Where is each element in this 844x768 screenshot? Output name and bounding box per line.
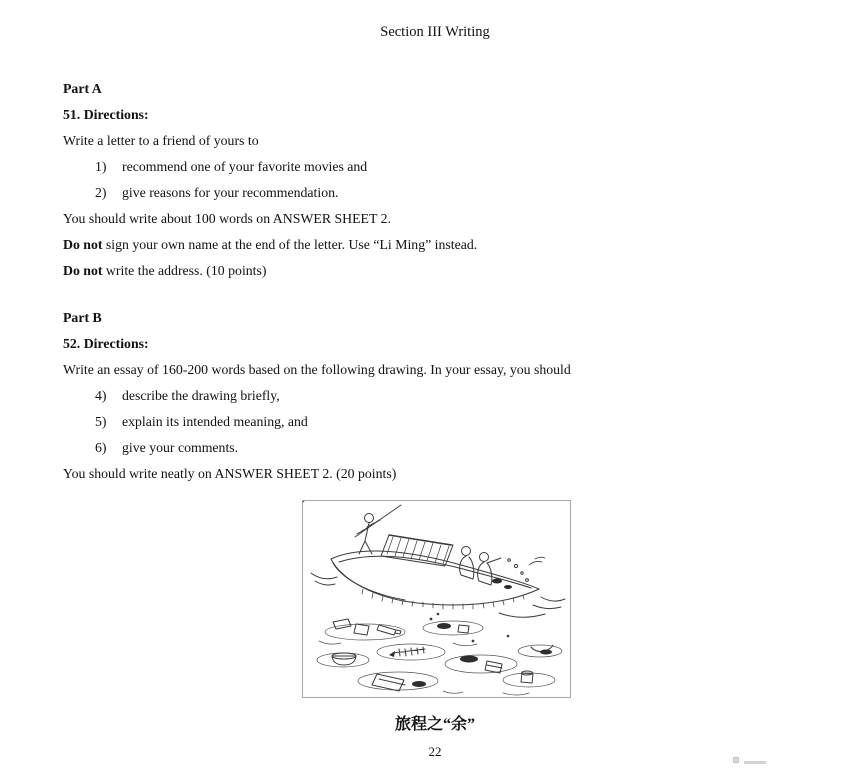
part-a-note-answer-sheet: You should write about 100 words on ANSWER SHEET 2. [63, 211, 391, 226]
list-number: 6) [95, 440, 107, 455]
list-text: give your comments. [122, 440, 239, 455]
page-number: 22 [428, 744, 442, 759]
list-number: 1) [95, 159, 107, 174]
part-a-list-item-2 [63, 180, 784, 206]
part-b-list-item-5 [63, 409, 784, 435]
essay-drawing-frame [302, 500, 571, 698]
list-text: explain its intended meaning, and [122, 414, 308, 429]
note-text: write the address. (10 points) [102, 263, 267, 278]
note-text: sign your own name at the end of the letter. Use “Li Ming” instead. [102, 237, 478, 252]
part-b-list-item-4 [63, 383, 784, 409]
corner-widget-bar [744, 761, 766, 764]
part-a-directions-label: 51. Directions: [63, 107, 149, 122]
part-b-intro: Write an essay of 160-200 words based on the following drawing. In your essay, you should [63, 362, 571, 377]
document-body [63, 76, 784, 487]
do-not-emphasis: Do not [63, 263, 103, 278]
part-b-note-answer-sheet: You should write neatly on ANSWER SHEET 2. (20 points) [63, 466, 397, 481]
list-text: give reasons for your recommendation. [122, 185, 339, 200]
do-not-emphasis: Do not [63, 237, 103, 252]
part-a-note-address [63, 258, 784, 284]
part-b-directions-label: 52. Directions: [63, 336, 149, 351]
part-a-list-item-1 [63, 154, 784, 180]
section-title: Section III Writing [380, 24, 490, 40]
part-a-heading: Part A [63, 81, 102, 96]
list-number: 5) [95, 414, 107, 429]
part-b-heading: Part B [63, 310, 102, 325]
drawing-caption: 旅程之“余” [394, 716, 475, 733]
corner-widget-icon [733, 757, 739, 763]
list-text: recommend one of your favorite movies and [122, 159, 368, 174]
list-number: 4) [95, 388, 107, 403]
part-a-intro: Write a letter to a friend of yours to [63, 133, 259, 148]
list-text: describe the drawing briefly, [122, 388, 280, 403]
part-a-note-name [63, 232, 784, 258]
part-b-list-item-6 [63, 435, 784, 461]
list-number: 2) [95, 185, 107, 200]
journey-litter-drawing [303, 501, 570, 697]
